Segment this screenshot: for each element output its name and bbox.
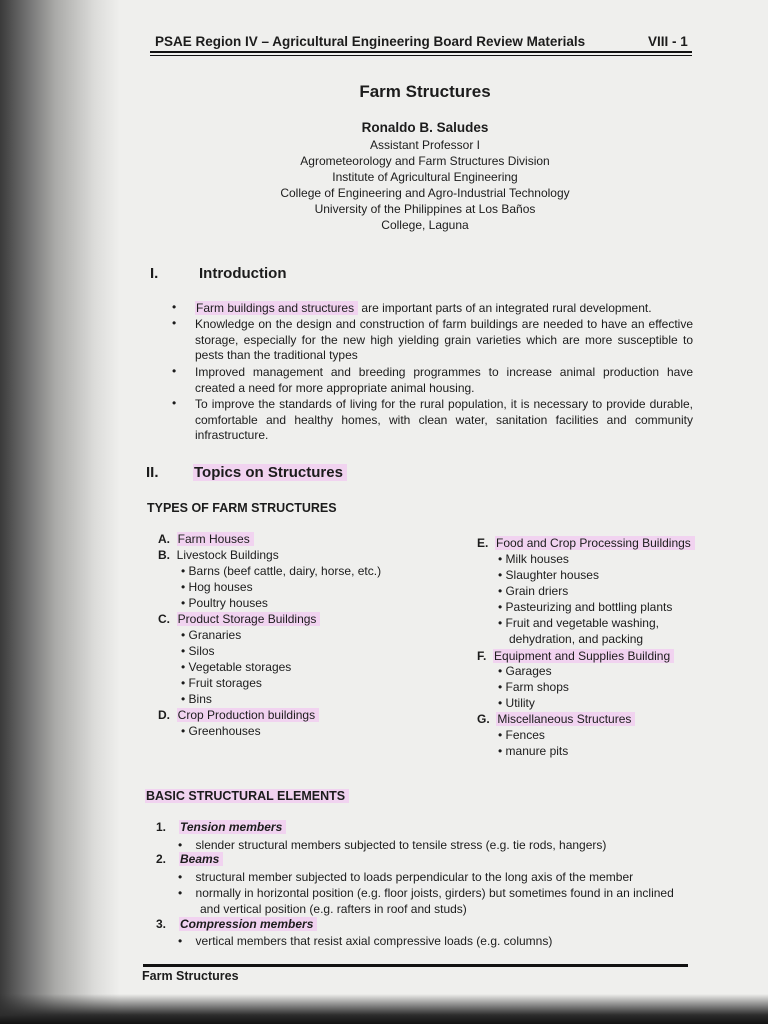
element-name: Beams bbox=[179, 852, 223, 866]
header-rule-thin bbox=[150, 55, 692, 56]
author-name: Ronaldo B. Saludes bbox=[361, 120, 489, 135]
section-title: Topics on Structures bbox=[193, 464, 347, 481]
running-header: PSAE Region IV – Agricultural Engineering Board Review Materials bbox=[155, 34, 586, 49]
sub-item: • Fruit and vegetable washing, bbox=[498, 616, 659, 630]
types-heading: TYPES OF FARM STRUCTURES bbox=[147, 501, 337, 515]
element-number: 3. bbox=[156, 917, 167, 931]
section-number: II. bbox=[146, 464, 159, 481]
sub-item: • Slaughter houses bbox=[498, 568, 599, 582]
bullet-dot: • bbox=[172, 300, 177, 314]
element-number: 1. bbox=[156, 820, 167, 834]
sub-item: • Utility bbox=[498, 696, 535, 710]
section-number: I. bbox=[150, 265, 159, 282]
sub-item: • Fences bbox=[498, 728, 545, 742]
sub-item: • Milk houses bbox=[498, 552, 569, 566]
sub-item: • Granaries bbox=[181, 628, 242, 642]
element-bullet-continued: and vertical position (e.g. rafters in roof and studs) bbox=[200, 902, 467, 916]
sub-item: • Farm shops bbox=[498, 680, 569, 694]
author-line: Assistant Professor I bbox=[369, 138, 481, 152]
element-bullet: • normally in horizontal position (e.g. floor joists, girders) but sometimes found in an inclined bbox=[178, 886, 674, 900]
page-number: VIII - 1 bbox=[648, 34, 688, 49]
page-bottom-shadow bbox=[0, 994, 768, 1024]
sub-item: • Hog houses bbox=[181, 580, 253, 594]
header-rule bbox=[150, 51, 692, 53]
intro-bullet: Farm buildings and structures are important parts of an integrated rural development. bbox=[196, 301, 652, 315]
running-footer: Farm Structures bbox=[142, 969, 239, 983]
sub-item: • Barns (beef cattle, dairy, horse, etc.) bbox=[181, 564, 382, 578]
sub-item: • Pasteurizing and bottling plants bbox=[498, 600, 673, 614]
author-line: Agrometeorology and Farm Structures Division bbox=[300, 154, 550, 168]
element-bullet: • structural member subjected to loads perpendicular to the long axis of the member bbox=[178, 870, 634, 884]
author-line: University of the Philippines at Los Baños bbox=[314, 202, 536, 216]
sub-item: • Vegetable storages bbox=[181, 660, 292, 674]
list-item: A. Farm Houses bbox=[158, 532, 254, 546]
sub-item: • Grain driers bbox=[498, 584, 569, 598]
sub-item: • Greenhouses bbox=[181, 724, 261, 738]
document-title: Farm Structures bbox=[359, 82, 491, 101]
author-line: College, Laguna bbox=[381, 218, 469, 232]
intro-bullet: Knowledge on the design and construction of farm buildings are needed to have an effective storage, especially for the new high yielding grain varieties which are more susceptible to pests than the traditional types bbox=[195, 317, 693, 362]
element-name: Compression members bbox=[179, 917, 317, 931]
list-item: D. Crop Production buildings bbox=[158, 708, 319, 722]
list-item: C. Product Storage Buildings bbox=[158, 612, 320, 626]
basic-elements-heading: BASIC STRUCTURAL ELEMENTS bbox=[145, 789, 349, 803]
author-line: College of Engineering and Agro-Industrial Technology bbox=[280, 186, 570, 200]
bullet-dot: • bbox=[172, 396, 177, 410]
author-line: Institute of Agricultural Engineering bbox=[332, 170, 518, 184]
bullet-dot: • bbox=[172, 364, 177, 378]
sub-item: • Poultry houses bbox=[181, 596, 268, 610]
element-bullet: • slender structural members subjected to tensile stress (e.g. tie rods, hangers) bbox=[178, 838, 607, 852]
sub-item: • Fruit storages bbox=[181, 676, 262, 690]
sub-item: • Silos bbox=[181, 644, 215, 658]
element-name: Tension members bbox=[179, 820, 286, 834]
sub-item-continued: dehydration, and packing bbox=[509, 632, 644, 646]
bullet-dot: • bbox=[172, 316, 177, 330]
footer-rule bbox=[143, 964, 688, 967]
section-title: Introduction bbox=[199, 265, 287, 282]
intro-bullet: Improved management and breeding programmes to increase animal production have created a need for more appropriate animal housing. bbox=[195, 365, 693, 395]
sub-item: • manure pits bbox=[498, 744, 569, 758]
sub-item: • Garages bbox=[498, 664, 552, 678]
element-bullet: • vertical members that resist axial compressive loads (e.g. columns) bbox=[178, 934, 553, 948]
list-item: G. Miscellaneous Structures bbox=[477, 712, 635, 726]
list-item: B. Livestock Buildings bbox=[158, 548, 279, 562]
list-item: E. Food and Crop Processing Buildings bbox=[477, 536, 695, 550]
highlighted-text: Farm buildings and structures bbox=[195, 301, 358, 315]
list-item: F. Equipment and Supplies Building bbox=[477, 649, 674, 663]
element-number: 2. bbox=[156, 852, 167, 866]
intro-bullet: To improve the standards of living for the rural population, it is necessary to provide durable, comfortable and healthy homes, with clean water, sanitation facilities and community infrastructure. bbox=[195, 397, 693, 442]
sub-item: • Bins bbox=[181, 692, 212, 706]
